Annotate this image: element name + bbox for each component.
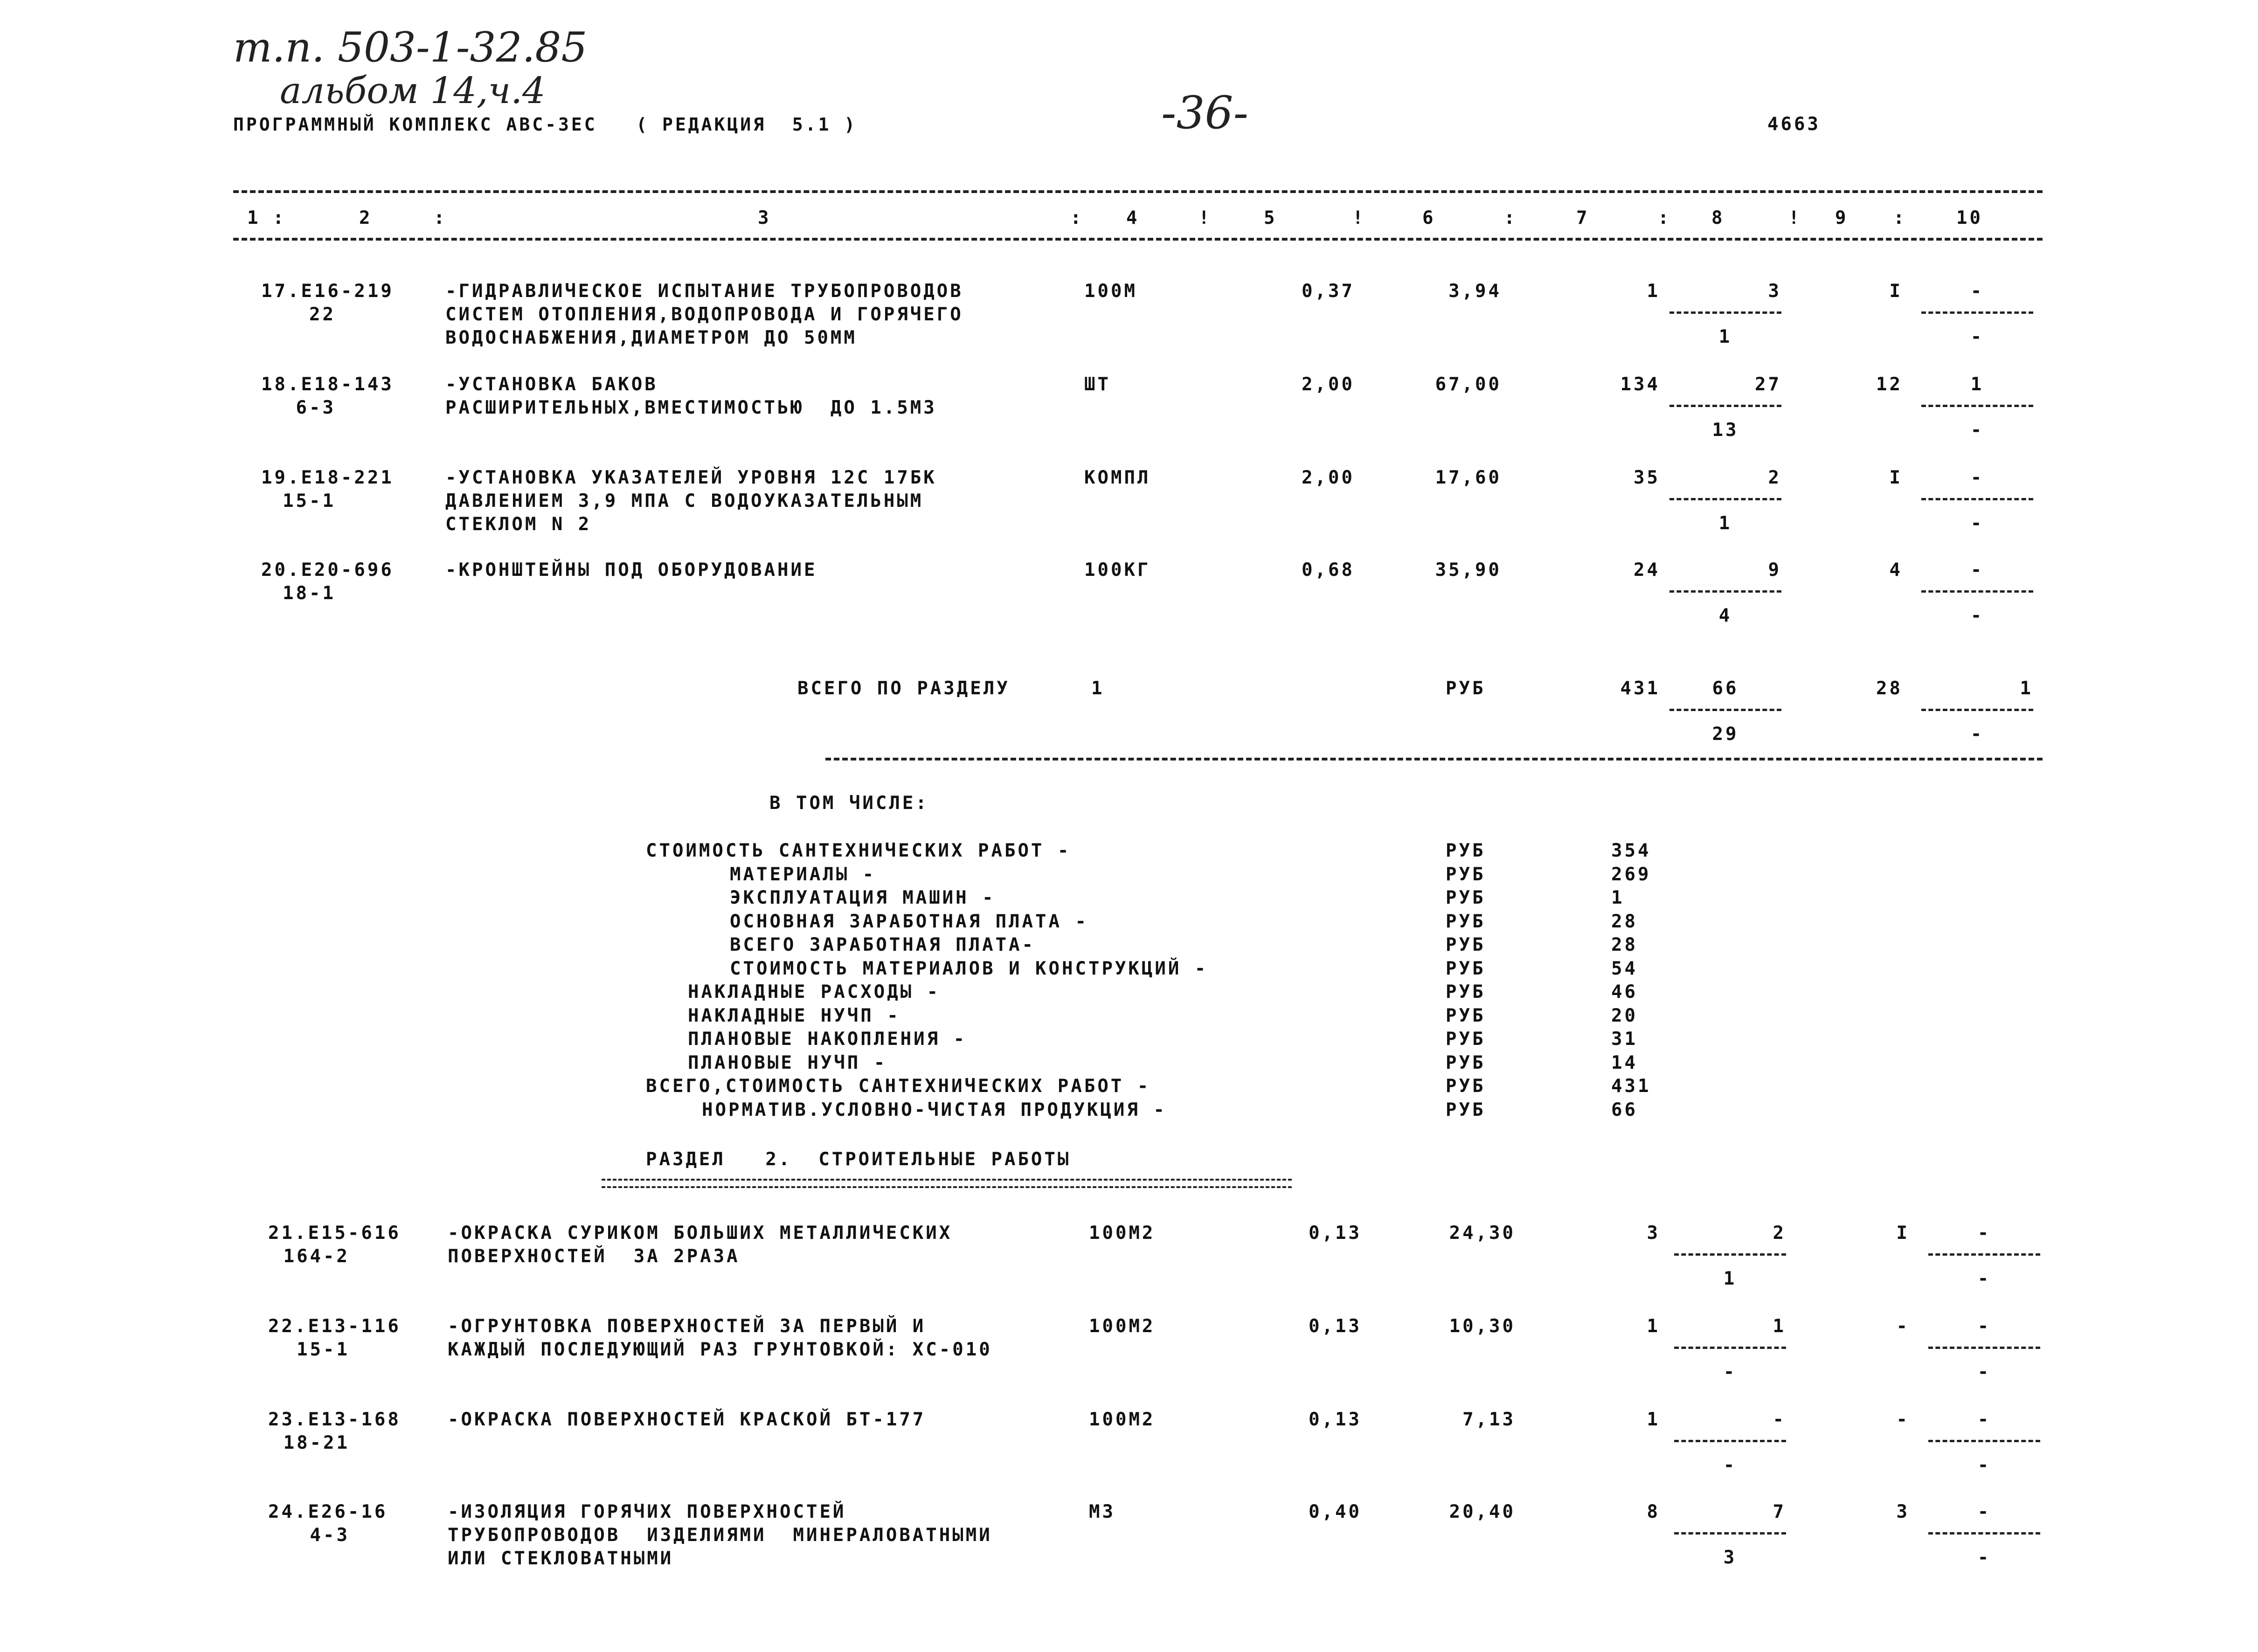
item-subcode: 22 <box>309 304 336 325</box>
section-total-col10-bottom: - <box>1970 724 1984 745</box>
item-quantity: 0,13 <box>1309 1223 1362 1244</box>
summary-value: 54 <box>1611 958 1638 979</box>
item-col10-divider <box>1921 590 2033 593</box>
header-col-6: 6 <box>1422 207 1436 228</box>
item-col7: 1 <box>1647 281 1660 302</box>
item-col10-bottom: - <box>1970 513 1984 534</box>
item-code: 21.Е15-616 <box>268 1223 401 1244</box>
summary-unit: РУБ <box>1446 911 1486 932</box>
item-col10-top: - <box>1977 1316 1991 1337</box>
summary-label: НОРМАТИВ.УСЛОВНО-ЧИСТАЯ ПРОДУКЦИЯ - <box>702 1099 1167 1120</box>
header-col-4: 4 <box>1126 207 1140 228</box>
section-2-title: РАЗДЕЛ 2. СТРОИТЕЛЬНЫЕ РАБОТЫ <box>646 1149 1071 1170</box>
item-code: 20.Е20-696 <box>261 560 394 581</box>
summary-value: 20 <box>1611 1005 1638 1026</box>
item-code: 24.Е26-16 <box>268 1501 388 1522</box>
section-total-label: ВСЕГО ПО РАЗДЕЛУ <box>797 678 1010 699</box>
item-description-line: ИЛИ СТЕКЛОВАТНЫМИ <box>448 1548 674 1569</box>
item-col8-bottom: 4 <box>1718 605 1732 626</box>
item-col8-divider <box>1674 1440 1786 1442</box>
item-col10-divider <box>1928 1347 2040 1349</box>
item-unit: 100М2 <box>1089 1316 1156 1337</box>
summary-label: ВСЕГО,СТОИМОСТЬ САНТЕХНИЧЕСКИХ РАБОТ - <box>646 1076 1151 1097</box>
item-subcode: 18-1 <box>283 583 336 604</box>
item-description-line: КАЖДЫЙ ПОСЛЕДУЮЩИЙ РАЗ ГРУНТОВКОЙ: ХС-010 <box>448 1339 992 1360</box>
item-col8-bottom: 1 <box>1718 513 1732 534</box>
table-header-rule <box>233 238 2043 241</box>
item-col8-bottom: 13 <box>1712 420 1739 441</box>
header-col-5: 5 <box>1264 207 1277 228</box>
summary-value: 46 <box>1611 982 1638 1002</box>
header-col-3: 3 <box>758 207 771 228</box>
document-code: 4663 <box>1767 114 1821 135</box>
item-description-line: РАСШИРИТЕЛЬНЫХ,ВМЕСТИМОСТЬЮ ДО 1.5М3 <box>445 397 937 418</box>
item-col8-top: 3 <box>1768 281 1781 302</box>
section-total-col8-bottom: 29 <box>1712 724 1739 745</box>
item-col10-top: 1 <box>1970 374 1984 395</box>
section-total-col9: 28 <box>1876 678 1903 699</box>
section-total-number: 1 <box>1091 678 1105 699</box>
header-col-1: 1 <box>247 207 261 228</box>
summary-value: 66 <box>1611 1099 1638 1120</box>
summary-unit: РУБ <box>1446 982 1486 1002</box>
item-col7: 8 <box>1647 1501 1660 1522</box>
summary-value: 354 <box>1611 840 1651 861</box>
item-col10-divider <box>1921 498 2033 500</box>
item-col7: 134 <box>1620 374 1660 395</box>
item-unit: 100М <box>1084 281 1137 302</box>
item-code: 22.Е13-116 <box>268 1316 401 1337</box>
item-description-line: -ОКРАСКА ПОВЕРХНОСТЕЙ КРАСКОЙ БТ-177 <box>448 1409 926 1430</box>
item-col7: 24 <box>1634 560 1660 581</box>
item-col9: 3 <box>1896 1501 1910 1522</box>
item-price: 10,30 <box>1449 1316 1516 1337</box>
page-number: -36- <box>1161 87 1249 139</box>
item-col7: 1 <box>1647 1409 1660 1430</box>
item-description-line: -КРОНШТЕЙНЫ ПОД ОБОРУДОВАНИЕ <box>445 560 817 581</box>
item-col7: 35 <box>1634 467 1660 488</box>
section-total-unit: РУБ <box>1446 678 1486 699</box>
item-description-line: -УСТАНОВКА БАКОВ <box>445 374 658 395</box>
album-label: альбом 14,ч.4 <box>280 70 546 112</box>
item-col8-top: 2 <box>1773 1223 1786 1244</box>
header-col-9: 9 <box>1835 207 1849 228</box>
item-col10-top: - <box>1970 467 1984 488</box>
summary-value: 431 <box>1611 1076 1651 1097</box>
summary-label: НАКЛАДНЫЕ РАСХОДЫ - <box>688 982 941 1002</box>
item-unit: 100М2 <box>1089 1409 1156 1430</box>
summary-value: 269 <box>1611 864 1651 885</box>
item-description-line: -ГИДРАВЛИЧЕСКОЕ ИСПЫТАНИЕ ТРУБОПРОВОДОВ <box>445 281 963 302</box>
item-col8-top: 2 <box>1768 467 1781 488</box>
item-unit: М3 <box>1089 1501 1115 1522</box>
summary-unit: РУБ <box>1446 1052 1486 1073</box>
summary-label: МАТЕРИАЛЫ - <box>730 864 876 885</box>
item-col8-divider <box>1674 1532 1786 1534</box>
summary-label: СТОИМОСТЬ САНТЕХНИЧЕСКИХ РАБОТ - <box>646 840 1071 861</box>
item-description-line: СТЕКЛОМ N 2 <box>445 514 592 535</box>
project-code: т.п. 503-1-32.85 <box>233 23 588 71</box>
summary-unit: РУБ <box>1446 958 1486 979</box>
item-col9: - <box>1896 1316 1910 1337</box>
item-col8-divider <box>1669 405 1781 407</box>
item-col10-top: - <box>1970 281 1984 302</box>
item-col8-divider <box>1669 590 1781 593</box>
item-col8-top: 27 <box>1755 374 1781 395</box>
item-col9: I <box>1889 467 1903 488</box>
summary-unit: РУБ <box>1446 864 1486 885</box>
item-col7: 1 <box>1647 1316 1660 1337</box>
item-col8-bottom: 3 <box>1723 1547 1737 1568</box>
item-subcode: 15-1 <box>283 491 336 511</box>
item-subcode: 15-1 <box>297 1339 350 1360</box>
summary-unit: РУБ <box>1446 887 1486 908</box>
summary-unit: РУБ <box>1446 1076 1486 1097</box>
summary-label: ОСНОВНАЯ ЗАРАБОТНАЯ ПЛАТА - <box>730 911 1088 932</box>
item-col10-divider <box>1928 1253 2040 1256</box>
summary-label: ПЛАНОВЫЕ НАКОПЛЕНИЯ - <box>688 1029 967 1050</box>
item-col8-bottom: - <box>1723 1362 1737 1382</box>
item-quantity: 0,37 <box>1302 281 1355 302</box>
item-price: 20,40 <box>1449 1501 1516 1522</box>
item-subcode: 4-3 <box>310 1525 350 1546</box>
item-quantity: 0,13 <box>1309 1316 1362 1337</box>
summary-label: СТОИМОСТЬ МАТЕРИАЛОВ И КОНСТРУКЦИЙ - <box>730 958 1208 979</box>
summary-label: ВСЕГО ЗАРАБОТНАЯ ПЛАТА- <box>730 934 1036 955</box>
item-code: 23.Е13-168 <box>268 1409 401 1430</box>
item-description-line: ТРУБОПРОВОДОВ ИЗДЕЛИЯМИ МИНЕРАЛОВАТНЫМИ <box>448 1525 992 1546</box>
item-code: 17.Е16-219 <box>261 281 394 302</box>
item-col8-divider <box>1674 1347 1786 1349</box>
item-col10-bottom: - <box>1977 1268 1991 1289</box>
item-price: 24,30 <box>1449 1223 1516 1244</box>
item-description-line: -ОГРУНТОВКА ПОВЕРХНОСТЕЙ ЗА ПЕРВЫЙ И <box>448 1316 926 1337</box>
item-col10-bottom: - <box>1970 326 1984 347</box>
item-col10-divider <box>1921 405 2033 407</box>
summary-unit: РУБ <box>1446 1099 1486 1120</box>
summary-label: НАКЛАДНЫЕ НУЧП - <box>688 1005 900 1026</box>
table-top-rule <box>233 190 2043 193</box>
item-col8-top: 1 <box>1773 1316 1786 1337</box>
item-price: 3,94 <box>1448 281 1502 302</box>
item-col10-divider <box>1928 1532 2040 1534</box>
item-col10-top: - <box>1977 1501 1991 1522</box>
item-col8-divider <box>1669 311 1781 314</box>
item-price: 67,00 <box>1435 374 1502 395</box>
item-unit: 100М2 <box>1089 1223 1156 1244</box>
program-title: ПРОГРАММНЫЙ КОМПЛЕКС АВС-ЗЕС ( РЕДАКЦИЯ 5.1 ) <box>233 114 858 135</box>
item-price: 7,13 <box>1462 1409 1516 1430</box>
item-code: 18.Е18-143 <box>261 374 394 395</box>
section-total-col7: 431 <box>1620 678 1660 699</box>
summary-value: 31 <box>1611 1029 1638 1050</box>
item-col10-bottom: - <box>1977 1455 1991 1476</box>
item-description-line: СИСТЕМ ОТОПЛЕНИЯ,ВОДОПРОВОДА И ГОРЯЧЕГО <box>445 304 963 325</box>
item-col8-divider <box>1669 498 1781 500</box>
section-total-col8-top: 66 <box>1712 678 1739 699</box>
summary-unit: РУБ <box>1446 934 1486 955</box>
item-quantity: 2,00 <box>1302 374 1355 395</box>
item-col8-top: 9 <box>1768 560 1781 581</box>
summary-label: ЭКСПЛУАТАЦИЯ МАШИН - <box>730 887 996 908</box>
header-col-10: 10 <box>1956 207 1983 228</box>
item-col9: - <box>1896 1409 1910 1430</box>
item-quantity: 2,00 <box>1302 467 1355 488</box>
item-col8-top: - <box>1773 1409 1786 1430</box>
item-description-line: ДАВЛЕНИЕМ 3,9 МПА С ВОДОУКАЗАТЕЛЬНЫМ <box>445 491 924 511</box>
item-unit: 100КГ <box>1084 560 1151 581</box>
summary-value: 28 <box>1611 911 1638 932</box>
document-page: т.п. 503-1-32.85 альбом 14,ч.4 ПРОГРАММНЫЙ КОМПЛЕКС АВС-ЗЕС ( РЕДАКЦИЯ 5.1 ) -36- 4663 1 : 2 : 3 : 4 ! 5 ! 6 : 7 : 8 ! 9 : 10 17.Е16-219 22 -ГИДРАВЛИЧЕСКОЕ ИСПЫТАНИЕ ТРУБОПРОВОДОВ СИСТЕМ ОТОПЛЕНИЯ,ВОДОПРОВОДА И ГОРЯЧЕГО ВОДОСНАБЖЕНИЯ,ДИАМЕТРОМ ДО 50ММ 100М 0,37 3,94 1 3 1 I - - 18.Е18-143 6-3 -УСТАНОВКА БАКОВ РАСШИРИТЕЛЬНЫХ,ВМЕСТИМОСТЬЮ ДО 1.5М3 ШТ 2,00 67,00 134 27 13 12 1 - 19.Е18-221 15-1 -УСТАНОВКА УКАЗАТЕЛЕЙ УРОВНЯ 12С 17БК ДАВЛЕНИЕМ 3,9 МПА С ВОДОУКАЗАТЕЛЬНЫМ СТЕКЛОМ N 2 КОМПЛ 2,00 17,60 35 2 1 I - - 20.Е20-696 18-1 -КРОНШТЕЙНЫ ПОД ОБОРУДОВАНИЕ 100КГ 0,68 35,90 24 9 4 4 - - ВСЕГО ПО РАЗДЕЛУ 1 РУБ 431 66 29 28 1 - В ТОМ ЧИСЛЕ: СТОИМОСТЬ САНТЕХНИЧЕСКИХ РАБОТ - РУБ 354 МАТЕРИАЛЫ - РУБ 269 ЭКСПЛУАТАЦИЯ МАШИН - РУБ 1 ОСНОВНАЯ ЗАРАБОТНАЯ ПЛАТА - РУБ 28 ВСЕГО ЗАРАБОТНАЯ ПЛАТА- РУБ 28 СТОИМОСТЬ МАТЕРИАЛОВ И КОНСТРУКЦИЙ - РУБ 54 НАКЛАДНЫЕ РАСХОДЫ - РУБ 46 НАКЛАДНЫЕ НУЧП - РУБ 20 ПЛАНОВЫЕ НАКОПЛЕНИЯ - РУБ 31 ПЛАНОВЫЕ НУЧП - РУБ 14 ВСЕГО,СТОИМОСТЬ САНТЕХНИЧЕСКИХ РАБОТ - РУБ 431 НОРМАТИВ.УСЛОВНО-ЧИСТАЯ ПРОДУКЦИЯ - РУБ 66 РАЗДЕЛ 2. СТРОИТЕЛЬНЫЕ РАБОТЫ 21.Е15-616 164-2 -ОКРАСКА СУРИКОМ БОЛЬШИХ МЕТАЛЛИЧЕСКИХ ПОВЕРХНОСТЕЙ ЗА 2РАЗА 100М2 0,13 24,30 3 2 1 I - - 22.Е13-116 15-1 -ОГРУНТОВКА ПОВЕРХНОСТЕЙ ЗА ПЕРВЫЙ И КАЖДЫЙ ПОСЛЕДУЮЩИЙ РАЗ ГРУНТОВКОЙ: ХС-010 100М2 0,13 10,30 1 1 - - - - 23.Е13-168 18-21 -ОКРАСКА ПОВЕРХНОСТЕЙ КРАСКОЙ БТ-177 100М2 0,13 7,13 1 - - - - - 24.Е26-16 4-3 -ИЗОЛЯЦИЯ ГОРЯЧИХ ПОВЕРХНОСТЕЙ ТРУБОПРОВОДОВ ИЗДЕЛИЯМИ МИНЕРАЛОВАТНЫМИ ИЛИ СТЕКЛОВАТНЫМИ М3 0,40 20,40 8 7 3 3 - - <box>0 0 2258 1652</box>
summary-value: 28 <box>1611 934 1638 955</box>
summary-label: ПЛАНОВЫЕ НУЧП - <box>688 1052 887 1073</box>
item-col8-bottom: - <box>1723 1455 1737 1476</box>
item-col8-divider <box>1674 1253 1786 1256</box>
item-col7: 3 <box>1647 1223 1660 1244</box>
item-subcode: 164-2 <box>283 1246 350 1267</box>
summary-value: 1 <box>1611 887 1625 908</box>
summary-unit: РУБ <box>1446 840 1486 861</box>
summary-unit: РУБ <box>1446 1005 1486 1026</box>
item-quantity: 0,40 <box>1309 1501 1362 1522</box>
item-quantity: 0,68 <box>1302 560 1355 581</box>
item-col10-top: - <box>1977 1223 1991 1244</box>
item-col10-divider <box>1928 1440 2040 1442</box>
item-col9: 4 <box>1889 560 1903 581</box>
summary-unit: РУБ <box>1446 1029 1486 1050</box>
item-subcode: 18-21 <box>283 1432 350 1453</box>
item-col9: I <box>1896 1223 1910 1244</box>
item-description-line: -ИЗОЛЯЦИЯ ГОРЯЧИХ ПОВЕРХНОСТЕЙ <box>448 1501 846 1522</box>
section-total-rule <box>825 758 2043 760</box>
header-col-7: 7 <box>1576 207 1590 228</box>
item-col10-bottom: - <box>1970 420 1984 441</box>
item-col8-bottom: 1 <box>1718 326 1732 347</box>
section-2-underline <box>602 1179 1292 1188</box>
item-col10-divider <box>1921 311 2033 314</box>
item-code: 19.Е18-221 <box>261 467 394 488</box>
header-col-2: 2 <box>359 207 373 228</box>
section-total-col10-top: 1 <box>2020 678 2033 699</box>
item-price: 17,60 <box>1435 467 1502 488</box>
item-unit: КОМПЛ <box>1084 467 1151 488</box>
item-subcode: 6-3 <box>296 397 336 418</box>
item-description-line: -УСТАНОВКА УКАЗАТЕЛЕЙ УРОВНЯ 12С 17БК <box>445 467 937 488</box>
item-col10-top: - <box>1970 560 1984 581</box>
item-col8-top: 7 <box>1773 1501 1786 1522</box>
item-description-line: ПОВЕРХНОСТЕЙ ЗА 2РАЗА <box>448 1246 740 1267</box>
including-label: В ТОМ ЧИСЛЕ: <box>769 793 929 814</box>
item-quantity: 0,13 <box>1309 1409 1362 1430</box>
item-col10-top: - <box>1977 1409 1991 1430</box>
item-col10-bottom: - <box>1977 1547 1991 1568</box>
item-col9: I <box>1889 281 1903 302</box>
item-unit: ШТ <box>1084 374 1111 395</box>
item-description-line: -ОКРАСКА СУРИКОМ БОЛЬШИХ МЕТАЛЛИЧЕСКИХ <box>448 1223 953 1244</box>
summary-value: 14 <box>1611 1052 1638 1073</box>
header-col-8: 8 <box>1711 207 1725 228</box>
item-col8-bottom: 1 <box>1723 1268 1737 1289</box>
item-col10-bottom: - <box>1977 1362 1991 1382</box>
item-col9: 12 <box>1876 374 1903 395</box>
item-col10-bottom: - <box>1970 605 1984 626</box>
item-description-line: ВОДОСНАБЖЕНИЯ,ДИАМЕТРОМ ДО 50ММ <box>445 327 857 348</box>
item-price: 35,90 <box>1435 560 1502 581</box>
